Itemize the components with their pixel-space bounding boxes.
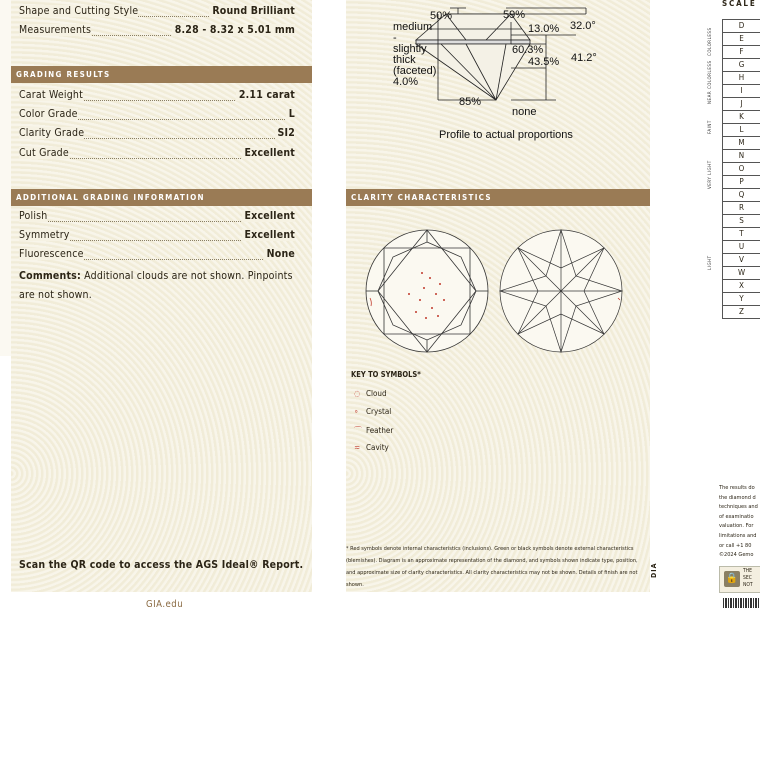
scale-group-near-colorless: NEAR COLORLESS — [708, 60, 713, 104]
scale-group-very-light: VERY LIGHT — [708, 160, 713, 189]
scale-grade-cell: P — [723, 176, 760, 189]
additional-row-polish: Polish Excellent — [19, 210, 295, 222]
additional-row-symmetry: Symmetry Excellent — [19, 229, 295, 241]
culet-label: none — [512, 106, 537, 118]
scale-group-faint: FAINT — [708, 120, 713, 134]
scale-grade-cell: V — [723, 254, 760, 267]
girdle-label: medium - slightly thick (faceted) 4.0% — [393, 21, 437, 88]
scale-grade-cell: S — [723, 215, 760, 228]
scale-grade-cell: T — [723, 228, 760, 241]
qr-instruction: Scan the QR code to access the AGS Ideal® Report. — [19, 559, 304, 571]
gia-url[interactable]: GIA.edu — [146, 599, 184, 610]
scale-grade-cell: E — [723, 33, 760, 46]
grading-row-clarity: Clarity Grade SI2 — [19, 127, 295, 139]
scale-grade-cell: G — [723, 59, 760, 72]
detail-row-measurements: Measurements 8.28 - 8.32 x 5.01 mm — [19, 24, 295, 36]
clarity-header: CLARITY CHARACTERISTICS — [346, 189, 650, 206]
crown-height-label: 13.0% — [528, 23, 560, 35]
additional-info-header: ADDITIONAL GRADING INFORMATION — [11, 189, 312, 206]
scale-grade-cell: F — [723, 46, 760, 59]
scale-grade-cell: M — [723, 137, 760, 150]
grading-row-color: Color Grade L — [19, 108, 295, 120]
scale-grade-cell: X — [723, 280, 760, 293]
disclaimer-text: The results do the diamond d techniques and of examinatio valuation. For limitations and or call +1 80 ©2024 Gemo — [719, 485, 758, 559]
scale-grade-cell: Y — [723, 293, 760, 306]
scale-grade-cell: K — [723, 111, 760, 124]
grading-row-cut: Cut Grade Excellent — [19, 147, 295, 159]
key-cloud: ◌ Cloud — [354, 389, 387, 398]
comments: Comments: Additional clouds are not shown. Pinpoints are not shown. — [19, 270, 293, 301]
profile-caption: Profile to actual proportions — [439, 129, 573, 141]
pavilion-angle-label: 41.2° — [571, 52, 597, 64]
clarity-plot-crown — [364, 228, 490, 354]
pavilion-depth-label: 43.5% — [528, 56, 560, 68]
total-depth-label: 60.3% — [512, 44, 544, 56]
scale-grade-cell: R — [723, 202, 760, 215]
additional-row-fluorescence: Fluorescence None — [19, 248, 295, 260]
scale-grade-cell: L — [723, 124, 760, 137]
grading-row-carat: Carat Weight 2.11 carat — [19, 89, 295, 101]
key-title: KEY TO SYMBOLS* — [351, 370, 421, 379]
key-feather: ⌒ Feather — [354, 426, 394, 435]
scale-grade-cell: Z — [723, 306, 760, 319]
cloud-icon: ◌ — [354, 389, 361, 398]
scale-grade-cell: Q — [723, 189, 760, 202]
key-crystal: ∘ Crystal — [354, 407, 392, 416]
feather-icon: ⌒ — [354, 426, 362, 435]
grading-results-header: GRADING RESULTS — [11, 66, 312, 83]
scale-grade-cell: H — [723, 72, 760, 85]
scale-grade-cell: O — [723, 163, 760, 176]
color-scale-table — [722, 19, 760, 319]
lower-half-label: 85% — [459, 96, 482, 108]
scale-grade-cell: N — [723, 150, 760, 163]
barcode — [723, 598, 760, 608]
star-pct-label: 50% — [430, 10, 453, 22]
clarity-footnote: * Red symbols denote internal characteristics (inclusions). Green or black symbols denote external characteristics (blemishes). Diagram is an approximate representation of the diamond, and symbols shown indicate type, position, and approximate size of clarity characteristics. All clarity characteristics may not be shown. Details of finish are not shown. — [346, 546, 638, 588]
proportions-diagram — [346, 0, 650, 125]
scale-grade-cell: W — [723, 267, 760, 280]
scale-grade-cell: J — [723, 98, 760, 111]
scale-grade-cell: U — [723, 241, 760, 254]
side-mark: DIA — [650, 562, 658, 578]
security-box: 🔒 THE SEC NOT — [719, 566, 760, 593]
scale-grade-cell: I — [723, 85, 760, 98]
scale-title: SCALE — [722, 0, 757, 8]
crown-angle-label: 32.0° — [570, 20, 596, 32]
clarity-plot-pavilion — [498, 228, 624, 354]
scale-group-colorless: COLORLESS — [708, 27, 713, 56]
cavity-icon: ≂ — [354, 443, 361, 452]
crystal-icon: ∘ — [354, 407, 359, 416]
scale-group-light: LIGHT — [708, 255, 713, 270]
lock-icon: 🔒 — [724, 571, 740, 587]
detail-row-shape: Shape and Cutting Style Round Brilliant — [19, 5, 295, 17]
scale-grade-cell: D — [723, 20, 760, 33]
key-cavity: ≂ Cavity — [354, 443, 389, 452]
table-pct-label: 59% — [503, 9, 526, 21]
